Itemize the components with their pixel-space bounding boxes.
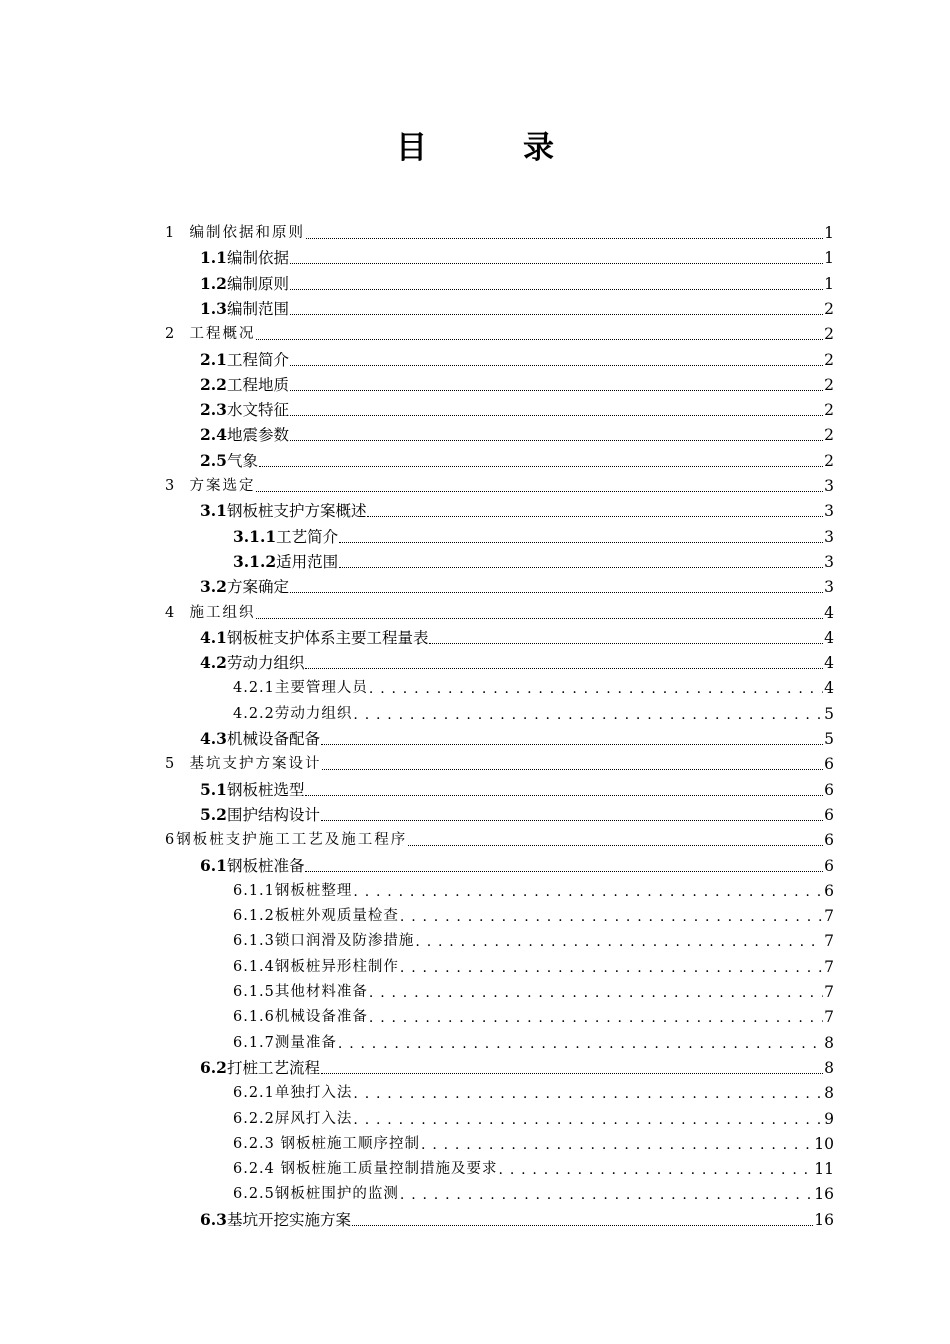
toc-page-number: 2 xyxy=(824,299,834,318)
toc-page-number: 2 xyxy=(824,325,834,344)
toc-entry-label xyxy=(233,1184,399,1204)
toc-entry-text: 围护结构设计 xyxy=(226,805,320,824)
toc-entry-number: 1 xyxy=(165,225,177,241)
toc-entry-label xyxy=(200,805,320,825)
toc-entry-text: 其他材料准备 xyxy=(274,984,368,1000)
toc-entry[interactable] xyxy=(165,471,834,496)
toc-page-number: 6 xyxy=(824,780,834,799)
toc-page-number: 1 xyxy=(824,224,834,242)
toc-entry-label xyxy=(233,678,368,698)
toc-entry-text: 基坑开挖实施方案 xyxy=(226,1210,351,1229)
toc-entry-label xyxy=(233,1007,368,1027)
toc-entry-number: 2.2 xyxy=(200,374,227,394)
toc-entry-text: 劳动力组织 xyxy=(226,654,305,673)
toc-entry-label xyxy=(200,501,366,521)
toc-page-number: 2 xyxy=(824,426,834,445)
toc-entry[interactable] xyxy=(165,825,834,850)
toc-entry[interactable] xyxy=(200,395,834,420)
toc-entry-number: 6.1.5 xyxy=(233,984,275,1000)
toc-entry-label xyxy=(200,1058,320,1078)
toc-entry[interactable] xyxy=(200,775,834,800)
toc-entry-label xyxy=(233,957,399,977)
toc-entry[interactable] xyxy=(233,699,834,724)
toc-entry-text: 钢板桩选型 xyxy=(226,780,305,799)
toc-entry-text: 测量准备 xyxy=(274,1034,337,1051)
toc-page-number: 6 xyxy=(824,881,834,900)
toc-entry-number: 5 xyxy=(165,756,177,773)
toc-entry[interactable] xyxy=(200,243,834,268)
toc-entry-text: 基坑支护方案设计 xyxy=(189,756,322,773)
toc-entry-number: 5.1 xyxy=(200,779,227,799)
toc-page-number: 7 xyxy=(824,907,834,926)
toc-entry[interactable] xyxy=(200,294,834,319)
toc-entry-label xyxy=(200,425,289,445)
toc-entry-label xyxy=(233,1109,352,1129)
toc-entry-text: 锁口润滑及防渗措施 xyxy=(274,933,415,950)
toc-leader-dots xyxy=(400,906,823,926)
toc-entry-text: 钢板桩准备 xyxy=(226,856,305,875)
toc-entry[interactable] xyxy=(233,547,834,572)
toc-page-number: 2 xyxy=(824,451,834,470)
toc-leader-dots xyxy=(256,490,823,492)
toc-page-number: 3 xyxy=(824,527,834,546)
toc-leader-dots xyxy=(321,1072,823,1074)
toc-leader-dots xyxy=(321,819,823,821)
toc-entry-text: 编制范围 xyxy=(226,299,289,318)
toc-leader-dots xyxy=(290,439,823,441)
toc-page-number: 8 xyxy=(824,1084,834,1103)
toc-entry[interactable] xyxy=(200,800,834,825)
toc-entry-number: 2 xyxy=(165,326,177,343)
toc-entry-number: 6.1.2 xyxy=(233,908,275,925)
toc-leader-dots xyxy=(305,870,823,872)
toc-entry-label xyxy=(200,1210,351,1230)
toc-leader-dots xyxy=(353,704,823,724)
toc-entry-text: 钢板桩支护体系主要工程量表 xyxy=(226,628,429,647)
toc-page-number: 7 xyxy=(824,1008,834,1027)
toc-leader-dots xyxy=(421,1134,813,1154)
toc-page-number: 3 xyxy=(824,578,834,597)
toc-entry-number: 6.1.6 xyxy=(233,1009,275,1026)
toc-leader-dots xyxy=(400,1184,813,1204)
title-char-1: 目 xyxy=(396,130,427,166)
toc-entry-label xyxy=(233,1033,337,1053)
toc-entry-text: 钢板桩整理 xyxy=(274,882,353,899)
toc-leader-dots xyxy=(259,465,823,467)
toc-leader-dots xyxy=(499,1159,814,1179)
toc-entry-label xyxy=(233,881,352,901)
toc-entry-label xyxy=(233,982,368,1002)
toc-entry-label xyxy=(200,628,428,648)
toc-entry[interactable] xyxy=(233,1104,834,1129)
toc-entry[interactable] xyxy=(165,319,834,344)
toc-page-number: 16 xyxy=(814,1185,834,1204)
toc-entry[interactable] xyxy=(200,851,834,876)
toc-entry[interactable] xyxy=(200,623,834,648)
toc-entry[interactable] xyxy=(233,926,834,951)
toc-entry-number: 4.1 xyxy=(200,627,227,647)
toc-entry-text: 机械设备准备 xyxy=(274,1009,368,1026)
toc-leader-dots xyxy=(353,881,823,901)
toc-entry-number: 6.1 xyxy=(200,855,227,875)
toc-entry-label xyxy=(200,653,304,673)
toc-page-number: 5 xyxy=(824,730,834,748)
toc-entry-number: 4.2.1 xyxy=(233,680,275,697)
toc-page-number: 11 xyxy=(814,1160,834,1179)
toc-entry-number: 6.1.3 xyxy=(233,933,275,950)
toc-entry-number: 6.3 xyxy=(200,1209,227,1229)
toc-entry-number: 6.1.4 xyxy=(233,958,275,975)
toc-entry[interactable] xyxy=(233,952,834,977)
toc-entry-label xyxy=(233,527,338,547)
toc-entry-text: 主要管理人员 xyxy=(274,680,368,697)
toc-leader-dots xyxy=(408,844,823,846)
toc-leader-dots xyxy=(367,515,823,517)
toc-leader-dots xyxy=(321,743,823,745)
toc-entry[interactable] xyxy=(233,977,834,1002)
toc-entry[interactable] xyxy=(233,1078,834,1103)
toc-entry-label xyxy=(200,400,289,420)
toc-leader-dots xyxy=(290,591,823,593)
toc-entry-label xyxy=(165,476,255,496)
toc-entry-text: 钢板桩施工顺序控制 xyxy=(274,1135,421,1152)
toc-entry-text: 水文特征 xyxy=(226,401,289,420)
toc-page-number: 4 xyxy=(824,679,834,698)
toc-entry-number: 6.2.3 xyxy=(233,1135,275,1152)
toc-leader-dots xyxy=(369,678,823,698)
toc-entry-number: 5.2 xyxy=(200,804,227,824)
toc-entry[interactable] xyxy=(200,572,834,597)
toc-entry[interactable] xyxy=(233,1179,834,1204)
toc-entry-text: 编制依据 xyxy=(226,249,289,268)
toc-leader-dots xyxy=(322,768,823,770)
toc-page-number: 10 xyxy=(814,1134,834,1153)
toc-leader-dots xyxy=(339,541,823,543)
toc-entry-text: 地震参数 xyxy=(226,426,289,445)
toc-page-number: 4 xyxy=(824,628,834,647)
toc-entry-number: 4 xyxy=(165,604,177,621)
toc-entry[interactable] xyxy=(233,1154,834,1179)
toc-entry-label xyxy=(200,780,304,800)
toc-entry-number: 1.3 xyxy=(200,298,227,318)
toc-entry-text: 板桩外观质量检查 xyxy=(274,908,399,925)
toc-entry-text: 钢板桩围护的监测 xyxy=(274,1186,399,1203)
toc-page-number: 7 xyxy=(824,983,834,1001)
toc-page-number: 1 xyxy=(824,249,834,268)
toc-page-number: 3 xyxy=(824,552,834,571)
toc-entry[interactable] xyxy=(200,1053,834,1078)
toc-entry-text: 工艺简介 xyxy=(276,527,339,546)
toc-leader-dots xyxy=(338,1033,823,1053)
toc-entry-label xyxy=(200,451,258,471)
toc-entry[interactable] xyxy=(165,749,834,774)
toc-entry-label xyxy=(233,704,352,724)
toc-entry-text: 施工组织 xyxy=(189,604,256,621)
toc-entry-label xyxy=(233,931,414,951)
toc-entry-text: 方案选定 xyxy=(189,478,256,494)
toc-page-number: 7 xyxy=(824,957,834,976)
toc-entry-text: 方案确定 xyxy=(226,578,289,597)
toc-entry-text: 工程概况 xyxy=(189,326,256,343)
toc-entry-text: 机械设备配备 xyxy=(226,730,320,748)
toc-entry-text: 钢板桩异形柱制作 xyxy=(274,958,399,975)
toc-page-number: 2 xyxy=(824,375,834,394)
toc-entry-text: 单独打入法 xyxy=(274,1085,353,1102)
toc-entry[interactable] xyxy=(165,598,834,623)
toc-entry-label xyxy=(165,223,305,243)
toc-page-number: 4 xyxy=(824,654,834,673)
toc-entry-number: 3 xyxy=(165,478,177,494)
toc-entry-text: 钢板桩支护施工工艺及施工程序 xyxy=(176,832,408,849)
toc-entry-number: 3.2 xyxy=(200,577,227,597)
toc-entry-label xyxy=(233,1159,498,1179)
toc-entry[interactable] xyxy=(200,496,834,521)
toc-leader-dots xyxy=(339,566,823,568)
toc-entry-text: 钢板桩施工质量控制措施及要求 xyxy=(274,1161,498,1178)
toc-entry-label xyxy=(200,274,289,294)
toc-entry-label xyxy=(233,1134,420,1154)
toc-leader-dots xyxy=(290,313,823,315)
toc-entry[interactable] xyxy=(200,446,834,471)
toc-page-number: 6 xyxy=(824,755,834,774)
toc-entry-number: 6.2.2 xyxy=(233,1110,275,1127)
toc-entry-number: 4.2 xyxy=(200,653,227,673)
toc-entry-text: 编制依据和原则 xyxy=(189,225,305,241)
toc-page-number: 8 xyxy=(824,1058,834,1077)
toc-entry-label xyxy=(200,248,289,268)
toc-entry-label xyxy=(200,577,289,597)
toc-leader-dots xyxy=(415,931,823,951)
toc-leader-dots xyxy=(369,1007,823,1027)
toc-entry[interactable] xyxy=(233,1028,834,1053)
toc-entry[interactable] xyxy=(200,345,834,370)
toc-entry-label xyxy=(200,375,289,395)
toc-entry[interactable] xyxy=(233,673,834,698)
toc-entry[interactable] xyxy=(233,901,834,926)
toc-entry-text: 工程地质 xyxy=(226,375,289,394)
toc-entry-number: 6 xyxy=(165,832,177,849)
toc-entry-label xyxy=(200,856,304,876)
toc-page-number: 7 xyxy=(824,932,834,951)
toc-entry-text: 工程简介 xyxy=(226,350,289,369)
toc-leader-dots xyxy=(353,1083,823,1103)
toc-entry-number: 4.3 xyxy=(200,729,227,748)
toc-leader-dots xyxy=(290,389,823,391)
toc-page-number: 2 xyxy=(824,350,834,369)
toc-entry[interactable] xyxy=(200,724,834,749)
toc-entry-text: 气象 xyxy=(226,451,258,470)
toc-entry-label xyxy=(165,324,255,344)
toc-entry-text: 打桩工艺流程 xyxy=(226,1058,320,1077)
toc-leader-dots xyxy=(353,1109,823,1129)
toc-entry-text: 编制原则 xyxy=(226,274,289,293)
toc-page-number: 9 xyxy=(824,1109,834,1128)
toc-entry[interactable] xyxy=(233,522,834,547)
toc-entry[interactable] xyxy=(200,269,834,294)
toc-page-number: 5 xyxy=(824,704,834,723)
toc-leader-dots xyxy=(369,982,823,1002)
toc-entry-label xyxy=(200,350,289,370)
toc-entry-number: 2.1 xyxy=(200,349,227,369)
toc-entry-text: 劳动力组织 xyxy=(274,705,353,722)
toc-entry-number: 1.1 xyxy=(200,248,227,268)
toc-entry[interactable] xyxy=(200,1205,834,1230)
toc-entry-label xyxy=(200,299,289,319)
toc-leader-dots xyxy=(290,364,823,366)
toc-entry-label xyxy=(233,552,338,572)
toc-leader-dots xyxy=(352,1224,813,1226)
toc-entry-number: 3.1.2 xyxy=(233,551,277,571)
toc-entry-number: 3.1.1 xyxy=(233,526,277,546)
toc-entry-number: 1.2 xyxy=(200,273,227,293)
toc-entry-label xyxy=(165,754,321,774)
toc-entry-number: 4.2.2 xyxy=(233,705,275,722)
toc-page-number: 8 xyxy=(824,1033,834,1052)
toc-entry[interactable] xyxy=(233,1002,834,1027)
page-title xyxy=(0,122,950,167)
toc-entry-label xyxy=(165,830,407,850)
toc-entry-text: 适用范围 xyxy=(276,552,339,571)
toc-entry-number: 2.4 xyxy=(200,425,227,445)
title-char-2: 录 xyxy=(523,130,554,166)
toc-entry-label xyxy=(165,603,255,623)
toc-entry-number: 2.3 xyxy=(200,400,227,420)
toc-leader-dots xyxy=(306,237,823,239)
toc-leader-dots xyxy=(290,414,823,416)
toc-entry[interactable] xyxy=(233,1129,834,1154)
toc-page-number: 3 xyxy=(824,502,834,521)
toc-entry-number: 6.1.7 xyxy=(233,1034,275,1051)
toc-leader-dots xyxy=(256,338,823,340)
toc-page-number: 2 xyxy=(824,401,834,420)
toc-leader-dots xyxy=(256,617,823,619)
toc-entry-label xyxy=(233,906,399,926)
toc-entry-number: 6.2.4 xyxy=(233,1161,275,1178)
toc-page-number: 4 xyxy=(824,603,834,622)
toc-page-number: 6 xyxy=(824,856,834,875)
toc-entry-number: 3.1 xyxy=(200,501,227,521)
toc-entry-label xyxy=(200,729,320,749)
toc-page-number: 1 xyxy=(824,274,834,293)
toc-leader-dots xyxy=(290,288,823,290)
toc-entry-number: 6.2.1 xyxy=(233,1085,275,1102)
toc-entry-number: 2.5 xyxy=(200,450,227,470)
toc-page-number: 3 xyxy=(824,477,834,495)
toc-entry[interactable] xyxy=(200,370,834,395)
toc-entry-text: 钢板桩支护方案概述 xyxy=(226,502,367,521)
toc-leader-dots xyxy=(305,794,823,796)
toc-entry[interactable] xyxy=(200,648,834,673)
toc-entry[interactable] xyxy=(200,420,834,445)
toc-leader-dots xyxy=(290,262,823,264)
toc-entry-label xyxy=(233,1083,352,1103)
toc-entry-number: 6.2 xyxy=(200,1057,227,1077)
toc-page-number: 6 xyxy=(824,831,834,850)
toc-leader-dots xyxy=(305,667,823,669)
toc-entry[interactable] xyxy=(233,876,834,901)
toc-page-number: 16 xyxy=(814,1210,834,1229)
toc-entry-number: 6.2.5 xyxy=(233,1186,275,1203)
toc-page-number: 6 xyxy=(824,805,834,824)
toc-leader-dots xyxy=(400,957,823,977)
toc-leader-dots xyxy=(429,642,823,644)
toc-entry-text: 屏风打入法 xyxy=(274,1110,353,1127)
toc-entry-number: 6.1.1 xyxy=(233,882,275,899)
toc-entry[interactable] xyxy=(165,218,834,243)
